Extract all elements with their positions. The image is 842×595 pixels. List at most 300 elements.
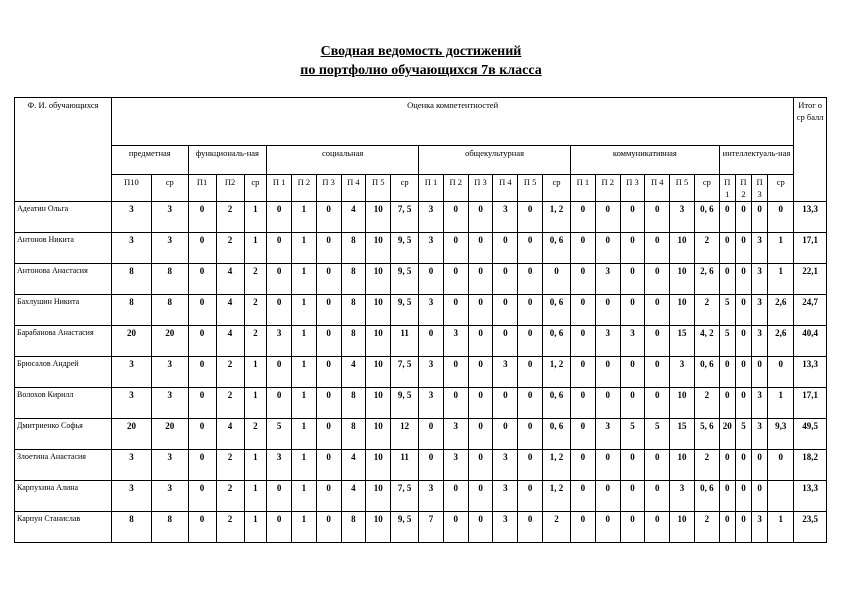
group-intellectual: интеллектуаль-ная [719, 146, 794, 175]
header-fio: Ф. И. обучающихся [15, 98, 112, 202]
score-cell: 3 [419, 233, 444, 264]
student-name: Дмитриенко Софья [15, 419, 112, 450]
score-cell: 0 [518, 326, 543, 357]
achievements-table [14, 97, 827, 543]
score-cell: 0 [719, 481, 735, 512]
score-cell: 0 [518, 450, 543, 481]
score-cell: 0 [620, 233, 645, 264]
score-cell: 0 [267, 481, 292, 512]
score-cell: 4 [341, 357, 366, 388]
score-cell: 12 [391, 419, 419, 450]
score-cell: 1 [291, 233, 316, 264]
title-line-2: по портфолио обучающихся 7в класса [300, 63, 542, 78]
score-cell: 0 [571, 233, 596, 264]
score-cell: 5 [620, 419, 645, 450]
score-cell: 10 [366, 202, 391, 233]
score-cell: 3 [151, 450, 188, 481]
score-cell: 10 [366, 357, 391, 388]
score-cell: 11 [391, 450, 419, 481]
score-cell: 0 [620, 202, 645, 233]
score-cell: 1, 2 [543, 357, 571, 388]
score-cell: 3 [595, 419, 620, 450]
score-cell: 0 [419, 326, 444, 357]
group-cultural: общекультурная [419, 146, 571, 175]
score-cell: 0 [267, 295, 292, 326]
score-cell: 0 [468, 233, 493, 264]
score-cell: 8 [112, 512, 152, 543]
score-cell: 1 [291, 357, 316, 388]
score-cell: 0 [316, 326, 341, 357]
score-cell: 2, 6 [694, 264, 719, 295]
score-cell: 0 [620, 264, 645, 295]
score-cell: 0 [518, 419, 543, 450]
score-cell: 3 [620, 326, 645, 357]
score-cell: 2 [244, 326, 267, 357]
score-cell: 0 [645, 388, 670, 419]
document-title [0, 42, 842, 80]
score-cell: 0 [518, 357, 543, 388]
score-cell: 0 [571, 357, 596, 388]
score-cell: 0 [443, 202, 468, 233]
score-cell: 8 [151, 295, 188, 326]
score-cell: 0 [188, 264, 216, 295]
score-cell: 3 [112, 357, 152, 388]
score-cell: 1 [291, 388, 316, 419]
score-cell: 3 [419, 357, 444, 388]
score-cell: 0 [735, 450, 751, 481]
score-cell: 1 [768, 264, 794, 295]
score-cell: 0 [620, 450, 645, 481]
subheader-cell: П1 [188, 175, 216, 202]
score-cell: 0 [316, 357, 341, 388]
score-cell: 0 [316, 202, 341, 233]
score-cell: 0 [595, 357, 620, 388]
score-cell: 8 [341, 233, 366, 264]
score-cell: 0 [188, 233, 216, 264]
score-cell: 5, 6 [694, 419, 719, 450]
score-cell: 0 [188, 295, 216, 326]
score-cell: 10 [366, 481, 391, 512]
score-cell: 0 [620, 512, 645, 543]
score-cell: 4 [216, 264, 244, 295]
total-cell: 17,1 [794, 388, 827, 419]
score-cell: 3 [267, 450, 292, 481]
student-name: Барабанова Анастасия [15, 326, 112, 357]
score-cell: 3 [443, 419, 468, 450]
score-cell: 0 [571, 512, 596, 543]
score-cell: 3 [752, 326, 768, 357]
score-cell: 3 [752, 512, 768, 543]
score-cell: 0 [620, 388, 645, 419]
table-body [15, 202, 827, 543]
score-cell: 0 [188, 419, 216, 450]
score-cell: 3 [493, 202, 518, 233]
student-name: Карпухина Алина [15, 481, 112, 512]
score-cell: 3 [493, 357, 518, 388]
subheader-cell: П 1 [719, 175, 735, 202]
subheader-cell: П 2 [735, 175, 751, 202]
student-name: Брюсалов Андрей [15, 357, 112, 388]
score-cell: 1 [291, 326, 316, 357]
score-cell: 9, 5 [391, 295, 419, 326]
score-cell: 0 [267, 202, 292, 233]
total-cell: 13,3 [794, 357, 827, 388]
score-cell: 0 [188, 326, 216, 357]
score-cell: 2 [216, 357, 244, 388]
score-cell: 0 [188, 450, 216, 481]
score-cell: 0 [443, 264, 468, 295]
score-cell: 3 [595, 326, 620, 357]
score-cell: 0 [493, 388, 518, 419]
total-cell: 13,3 [794, 202, 827, 233]
score-cell: 2 [216, 512, 244, 543]
score-cell: 0 [188, 202, 216, 233]
score-cell: 0 [518, 264, 543, 295]
score-cell: 0 [316, 481, 341, 512]
score-cell: 3 [151, 357, 188, 388]
score-cell: 3 [670, 202, 695, 233]
table-row [15, 512, 827, 543]
score-cell [768, 481, 794, 512]
score-cell: 3 [443, 450, 468, 481]
score-cell: 9, 5 [391, 388, 419, 419]
score-cell: 0 [443, 388, 468, 419]
score-cell: 0 [645, 512, 670, 543]
score-cell: 0 [316, 419, 341, 450]
score-cell: 0 [316, 295, 341, 326]
table-row [15, 388, 827, 419]
score-cell: 0 [419, 419, 444, 450]
score-cell: 4 [341, 202, 366, 233]
score-cell: 0 [316, 450, 341, 481]
score-cell: 4, 2 [694, 326, 719, 357]
score-cell: 0 [735, 233, 751, 264]
score-cell: 0 [419, 450, 444, 481]
score-cell: 1 [291, 419, 316, 450]
score-cell: 0, 6 [543, 326, 571, 357]
score-cell: 1 [244, 202, 267, 233]
score-cell: 3 [443, 326, 468, 357]
score-cell: 0 [719, 202, 735, 233]
score-cell: 10 [366, 233, 391, 264]
score-cell: 9,3 [768, 419, 794, 450]
score-cell: 0 [188, 512, 216, 543]
subheader-cell: П 5 [670, 175, 695, 202]
score-cell: 0 [493, 295, 518, 326]
student-name: Волохов Кирилл [15, 388, 112, 419]
score-cell: 0 [443, 295, 468, 326]
score-cell: 1, 2 [543, 450, 571, 481]
header-total: Итог о ср балл [794, 98, 827, 202]
score-cell: 0 [719, 357, 735, 388]
score-cell: 10 [670, 233, 695, 264]
score-cell: 8 [341, 388, 366, 419]
score-cell: 0, 6 [694, 481, 719, 512]
group-communicative: коммуникативная [571, 146, 720, 175]
score-cell: 0 [468, 481, 493, 512]
score-cell: 1 [291, 264, 316, 295]
score-cell: 3 [752, 264, 768, 295]
score-cell: 0 [620, 481, 645, 512]
score-cell: 10 [670, 264, 695, 295]
score-cell: 0 [468, 295, 493, 326]
score-cell: 0 [468, 264, 493, 295]
score-cell: 1 [768, 512, 794, 543]
score-cell: 1 [244, 388, 267, 419]
score-cell: 4 [216, 326, 244, 357]
student-name: Карпун Станислав [15, 512, 112, 543]
score-cell: 0 [468, 419, 493, 450]
score-cell: 0 [493, 264, 518, 295]
score-cell: 0 [188, 481, 216, 512]
subheader-cell: П 1 [419, 175, 444, 202]
score-cell: 3 [493, 481, 518, 512]
score-cell: 0 [735, 295, 751, 326]
table-row [15, 326, 827, 357]
score-cell: 0 [571, 202, 596, 233]
table-row [15, 233, 827, 264]
score-cell: 4 [341, 481, 366, 512]
score-cell: 10 [670, 450, 695, 481]
total-cell: 23,5 [794, 512, 827, 543]
total-cell: 24,7 [794, 295, 827, 326]
score-cell: 3 [112, 202, 152, 233]
score-cell: 8 [151, 264, 188, 295]
score-cell: 1, 2 [543, 481, 571, 512]
table-row [15, 450, 827, 481]
score-cell: 5 [645, 419, 670, 450]
score-cell: 8 [341, 264, 366, 295]
total-cell: 49,5 [794, 419, 827, 450]
subheader-cell: П 3 [468, 175, 493, 202]
score-cell: 3 [752, 295, 768, 326]
score-cell: 0 [571, 326, 596, 357]
score-cell: 0 [719, 512, 735, 543]
score-cell: 0, 6 [543, 295, 571, 326]
score-cell: 0 [468, 450, 493, 481]
subheader-cell: ср [694, 175, 719, 202]
score-cell: 3 [112, 233, 152, 264]
score-cell: 10 [670, 295, 695, 326]
student-name: Злоетина Анастасия [15, 450, 112, 481]
total-cell: 22,1 [794, 264, 827, 295]
score-cell: 2 [694, 295, 719, 326]
score-cell: 2 [694, 450, 719, 481]
score-cell: 9, 5 [391, 264, 419, 295]
score-cell: 2,6 [768, 326, 794, 357]
score-cell: 2 [244, 419, 267, 450]
score-cell: 10 [366, 388, 391, 419]
total-cell: 13,3 [794, 481, 827, 512]
score-cell: 2 [216, 481, 244, 512]
score-cell: 2 [216, 233, 244, 264]
score-cell: 0 [735, 388, 751, 419]
score-cell: 0 [768, 450, 794, 481]
score-cell: 0 [620, 295, 645, 326]
score-cell: 7 [419, 512, 444, 543]
score-cell: 0, 6 [694, 202, 719, 233]
subheader-cell: ср [768, 175, 794, 202]
score-cell: 10 [366, 264, 391, 295]
table-row [15, 357, 827, 388]
score-cell: 1 [291, 295, 316, 326]
total-cell: 40,4 [794, 326, 827, 357]
total-cell: 17,1 [794, 233, 827, 264]
score-cell: 0 [768, 357, 794, 388]
score-cell: 3 [151, 202, 188, 233]
score-cell: 0 [493, 233, 518, 264]
score-cell: 0 [316, 233, 341, 264]
score-cell: 10 [366, 295, 391, 326]
score-cell: 10 [366, 512, 391, 543]
score-cell: 20 [112, 326, 152, 357]
score-cell: 0 [443, 481, 468, 512]
score-cell: 3 [493, 450, 518, 481]
group-social: социальная [267, 146, 419, 175]
score-cell: 8 [151, 512, 188, 543]
score-cell: 3 [752, 419, 768, 450]
score-cell: 8 [341, 295, 366, 326]
score-cell: 10 [366, 450, 391, 481]
score-cell: 1 [244, 450, 267, 481]
score-cell: 0 [518, 481, 543, 512]
subheader-cell: ср [391, 175, 419, 202]
score-cell: 11 [391, 326, 419, 357]
score-cell: 0 [571, 450, 596, 481]
score-cell: 3 [419, 481, 444, 512]
score-cell: 0 [571, 419, 596, 450]
subheader-cell: П 1 [267, 175, 292, 202]
subheader-cell: П10 [112, 175, 152, 202]
subheader-cell: ср [244, 175, 267, 202]
score-cell: 0 [735, 512, 751, 543]
score-cell: 0 [267, 233, 292, 264]
score-cell: 3 [151, 233, 188, 264]
score-cell: 0 [735, 357, 751, 388]
score-cell: 1 [291, 481, 316, 512]
score-cell: 20 [719, 419, 735, 450]
score-cell: 3 [151, 481, 188, 512]
header-competence: Оценка компетентностей [112, 98, 794, 146]
subheader-cell: П 3 [316, 175, 341, 202]
score-cell: 0 [735, 264, 751, 295]
score-cell: 15 [670, 419, 695, 450]
score-cell: 3 [419, 202, 444, 233]
subheader-cell: П 5 [366, 175, 391, 202]
score-cell: 0 [595, 481, 620, 512]
subheader-cell: П 1 [571, 175, 596, 202]
score-cell: 10 [670, 512, 695, 543]
score-cell: 0 [752, 357, 768, 388]
score-cell: 0 [316, 388, 341, 419]
score-cell: 3 [112, 388, 152, 419]
table-row [15, 295, 827, 326]
score-cell: 1 [768, 388, 794, 419]
score-cell: 3 [112, 450, 152, 481]
subheader-cell: П 3 [752, 175, 768, 202]
score-cell: 20 [112, 419, 152, 450]
score-cell: 0 [719, 450, 735, 481]
score-cell: 0 [645, 450, 670, 481]
score-cell: 2 [694, 233, 719, 264]
score-cell: 3 [493, 512, 518, 543]
score-cell: 4 [216, 419, 244, 450]
score-cell: 7, 5 [391, 357, 419, 388]
table-row [15, 264, 827, 295]
score-cell: 7, 5 [391, 481, 419, 512]
score-cell: 8 [112, 264, 152, 295]
score-cell: 0 [518, 388, 543, 419]
score-cell: 0 [518, 202, 543, 233]
score-cell: 0 [768, 202, 794, 233]
total-cell: 18,2 [794, 450, 827, 481]
subheader-cell: П 2 [291, 175, 316, 202]
score-cell: 0 [188, 388, 216, 419]
score-cell: 10 [670, 388, 695, 419]
score-cell: 4 [341, 450, 366, 481]
score-cell: 2 [216, 450, 244, 481]
score-cell: 2 [694, 388, 719, 419]
score-cell: 0 [645, 264, 670, 295]
score-cell: 3 [752, 233, 768, 264]
score-cell: 1, 2 [543, 202, 571, 233]
subheader-cell: ср [543, 175, 571, 202]
score-cell: 0, 6 [543, 419, 571, 450]
score-cell: 0 [595, 295, 620, 326]
score-cell: 0 [645, 233, 670, 264]
score-cell: 20 [151, 326, 188, 357]
score-cell: 15 [670, 326, 695, 357]
score-cell: 0 [735, 481, 751, 512]
score-cell: 5 [735, 419, 751, 450]
table-row [15, 419, 827, 450]
score-cell: 0 [571, 388, 596, 419]
score-cell: 2 [244, 295, 267, 326]
score-cell: 8 [341, 419, 366, 450]
subheader-cell: П2 [216, 175, 244, 202]
score-cell: 2 [543, 512, 571, 543]
subheader-cell: П 4 [493, 175, 518, 202]
score-cell: 3 [112, 481, 152, 512]
score-cell: 0 [443, 233, 468, 264]
score-cell: 0 [719, 388, 735, 419]
score-cell: 0 [571, 295, 596, 326]
score-cell: 2 [216, 202, 244, 233]
subheader-row [15, 175, 827, 202]
score-cell: 0 [443, 512, 468, 543]
score-cell: 1 [244, 512, 267, 543]
score-cell: 2 [216, 388, 244, 419]
score-cell: 0 [735, 326, 751, 357]
score-cell: 0 [518, 512, 543, 543]
score-cell: 0 [468, 512, 493, 543]
score-cell: 1 [291, 512, 316, 543]
group-functional: функциональ-ная [188, 146, 267, 175]
score-cell: 0 [468, 388, 493, 419]
score-cell: 0 [443, 357, 468, 388]
score-cell: 0 [620, 357, 645, 388]
score-cell: 3 [670, 357, 695, 388]
score-cell: 8 [341, 512, 366, 543]
score-cell: 20 [151, 419, 188, 450]
score-cell: 0 [493, 326, 518, 357]
score-cell: 0 [719, 264, 735, 295]
score-cell: 0 [419, 264, 444, 295]
subheader-cell: П 2 [443, 175, 468, 202]
score-cell: 9, 5 [391, 512, 419, 543]
subheader-cell: ср [151, 175, 188, 202]
score-cell: 0 [595, 450, 620, 481]
